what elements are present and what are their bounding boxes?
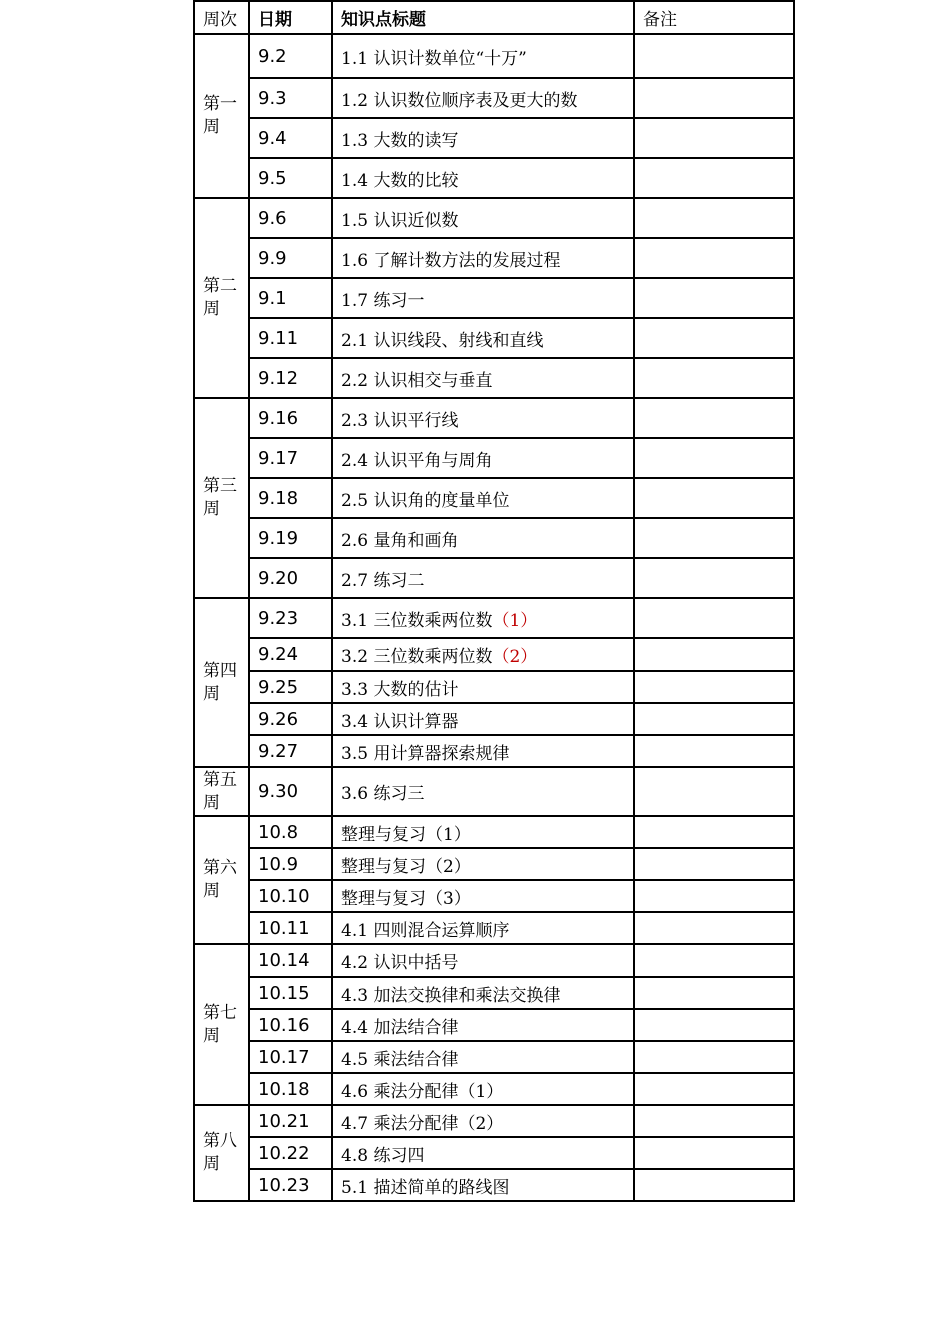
date-cell: 9.24 [249,638,332,671]
topic-text: 3.3 大数的估计 [341,679,459,700]
note-cell [634,318,794,358]
topic-text: 1.7 练习一 [341,290,425,311]
topic-cell [332,278,634,318]
week-label: 第三周 [194,398,249,598]
note-cell [634,558,794,598]
table-row [194,118,794,158]
topic-text: 4.8 练习四 [341,1145,425,1166]
note-cell [634,118,794,158]
note-cell [634,703,794,735]
note-cell [634,1041,794,1073]
topic-text: 4.5 乘法结合律 [341,1049,459,1070]
table-row [194,816,794,848]
note-cell [634,767,794,816]
week-label: 第七周 [194,944,249,1105]
topic-cell [332,358,634,398]
topic-text: 1.1 认识计数单位“十万” [341,48,527,69]
note-cell [634,1169,794,1201]
date-cell: 9.11 [249,318,332,358]
topic-cell [332,880,634,912]
table-row [194,278,794,318]
table-row [194,318,794,358]
table-row [194,238,794,278]
table-row [194,398,794,438]
table-row [194,1105,794,1137]
date-cell: 10.17 [249,1041,332,1073]
table-row [194,1137,794,1169]
table-row [194,158,794,198]
header-topic: 知识点标题 [332,1,634,34]
note-cell [634,880,794,912]
topic-text: 1.3 大数的读写 [341,130,459,151]
topic-cell [332,735,634,767]
table-row [194,1073,794,1105]
date-cell: 9.2 [249,34,332,78]
table-row [194,944,794,977]
topic-cell [332,34,634,78]
topic-text: 4.1 四则混合运算顺序 [341,920,510,941]
date-cell: 9.23 [249,598,332,638]
topic-cell [332,238,634,278]
topic-text: 1.6 了解计数方法的发展过程 [341,250,561,271]
date-cell: 9.17 [249,438,332,478]
topic-text: 整理与复习（3） [341,888,471,909]
date-cell: 9.9 [249,238,332,278]
table-row [194,848,794,880]
table-row [194,1009,794,1041]
topic-cell [332,438,634,478]
topic-text: 3.1 三位数乘两位数 [341,610,493,631]
note-cell [634,598,794,638]
schedule-table [193,0,795,1202]
topic-cell [332,78,634,118]
date-cell: 10.8 [249,816,332,848]
date-cell: 10.10 [249,880,332,912]
note-cell [634,735,794,767]
topic-cell [332,1137,634,1169]
week-label: 第六周 [194,816,249,944]
table-row [194,518,794,558]
table-row [194,558,794,598]
header-week: 周次 [194,1,249,34]
date-cell: 9.1 [249,278,332,318]
topic-cell [332,671,634,703]
table-row [194,358,794,398]
topic-text: 3.2 三位数乘两位数 [341,647,493,667]
note-cell [634,238,794,278]
note-cell [634,977,794,1009]
date-cell: 10.23 [249,1169,332,1201]
topic-cell [332,558,634,598]
note-cell [634,358,794,398]
note-cell [634,816,794,848]
note-cell [634,638,794,671]
topic-text: 4.3 加法交换律和乘法交换律 [341,985,561,1006]
topic-cell [332,1009,634,1041]
week-label: 第一周 [194,34,249,198]
topic-cell [332,158,634,198]
topic-text: 2.7 练习二 [341,570,425,591]
note-cell [634,912,794,944]
date-cell: 9.6 [249,198,332,238]
date-cell: 9.19 [249,518,332,558]
header-note: 备注 [634,1,794,34]
note-cell [634,398,794,438]
schedule-body [194,34,794,1201]
note-cell [634,278,794,318]
table-row [194,767,794,816]
table-row [194,598,794,638]
date-cell: 9.20 [249,558,332,598]
table-row [194,912,794,944]
note-cell [634,478,794,518]
week-label: 第八周 [194,1105,249,1201]
date-cell: 10.21 [249,1105,332,1137]
note-cell [634,34,794,78]
date-cell: 9.25 [249,671,332,703]
note-cell [634,1105,794,1137]
table-row [194,671,794,703]
topic-text: 4.7 乘法分配律（2） [341,1113,504,1134]
note-cell [634,848,794,880]
table-row [194,1041,794,1073]
table-row [194,735,794,767]
table-row [194,880,794,912]
topic-cell [332,478,634,518]
topic-cell [332,1041,634,1073]
note-cell [634,671,794,703]
date-cell: 9.16 [249,398,332,438]
note-cell [634,518,794,558]
note-cell [634,1073,794,1105]
date-cell: 9.26 [249,703,332,735]
topic-text: 1.5 认识近似数 [341,210,459,231]
topic-text: 1.2 认识数位顺序表及更大的数 [341,90,578,111]
table-row [194,78,794,118]
week-label: 第五周 [194,767,249,816]
date-cell: 10.14 [249,944,332,977]
date-cell: 10.15 [249,977,332,1009]
table-row [194,977,794,1009]
header-row [194,1,794,34]
date-cell: 10.18 [249,1073,332,1105]
topic-text: 3.5 用计算器探索规律 [341,743,510,764]
topic-text: 2.5 认识角的度量单位 [341,490,510,511]
week-label: 第二周 [194,198,249,398]
topic-text: 3.6 练习三 [341,784,425,804]
topic-text: 4.6 乘法分配律（1） [341,1081,504,1102]
header-date: 日期 [249,1,332,34]
note-cell [634,198,794,238]
topic-text: 2.4 认识平角与周角 [341,450,493,471]
topic-cell [332,816,634,848]
topic-cell [332,703,634,735]
note-cell [634,1137,794,1169]
note-cell [634,1009,794,1041]
topic-text: 5.1 描述简单的路线图 [341,1177,510,1198]
topic-cell [332,198,634,238]
topic-cell [332,398,634,438]
topic-cell [332,977,634,1009]
topic-cell [332,598,634,638]
topic-cell [332,912,634,944]
topic-cell [332,638,634,671]
topic-text: 2.6 量角和画角 [341,530,459,551]
table-row [194,638,794,671]
date-cell: 9.27 [249,735,332,767]
topic-text: 2.2 认识相交与垂直 [341,370,493,391]
topic-cell [332,848,634,880]
topic-text: 2.3 认识平行线 [341,410,459,431]
topic-cell [332,1073,634,1105]
table-row [194,478,794,518]
date-cell: 10.16 [249,1009,332,1041]
week-label: 第四周 [194,598,249,767]
date-cell: 9.5 [249,158,332,198]
table-row [194,703,794,735]
table-row [194,34,794,78]
table-row [194,198,794,238]
note-cell [634,158,794,198]
date-cell: 10.9 [249,848,332,880]
topic-cell [332,767,634,816]
topic-text: 3.4 认识计算器 [341,711,459,732]
table-row [194,1169,794,1201]
topic-part-number: （1） [492,610,538,631]
date-cell: 9.3 [249,78,332,118]
topic-text: 2.1 认识线段、射线和直线 [341,330,544,351]
topic-cell [332,1169,634,1201]
date-cell: 10.22 [249,1137,332,1169]
topic-cell [332,944,634,977]
date-cell: 9.12 [249,358,332,398]
date-cell: 10.11 [249,912,332,944]
topic-text: 整理与复习（2） [341,856,471,877]
note-cell [634,944,794,977]
date-cell: 9.30 [249,767,332,816]
table-row [194,438,794,478]
note-cell [634,78,794,118]
date-cell: 9.18 [249,478,332,518]
topic-cell [332,118,634,158]
topic-text: 4.4 加法结合律 [341,1017,459,1038]
topic-cell [332,1105,634,1137]
topic-text: 1.4 大数的比较 [341,170,459,191]
note-cell [634,438,794,478]
topic-cell [332,318,634,358]
date-cell: 9.4 [249,118,332,158]
topic-text: 4.2 认识中括号 [341,953,459,973]
topic-part-number: （2） [492,647,538,667]
topic-cell [332,518,634,558]
topic-text: 整理与复习（1） [341,824,471,845]
